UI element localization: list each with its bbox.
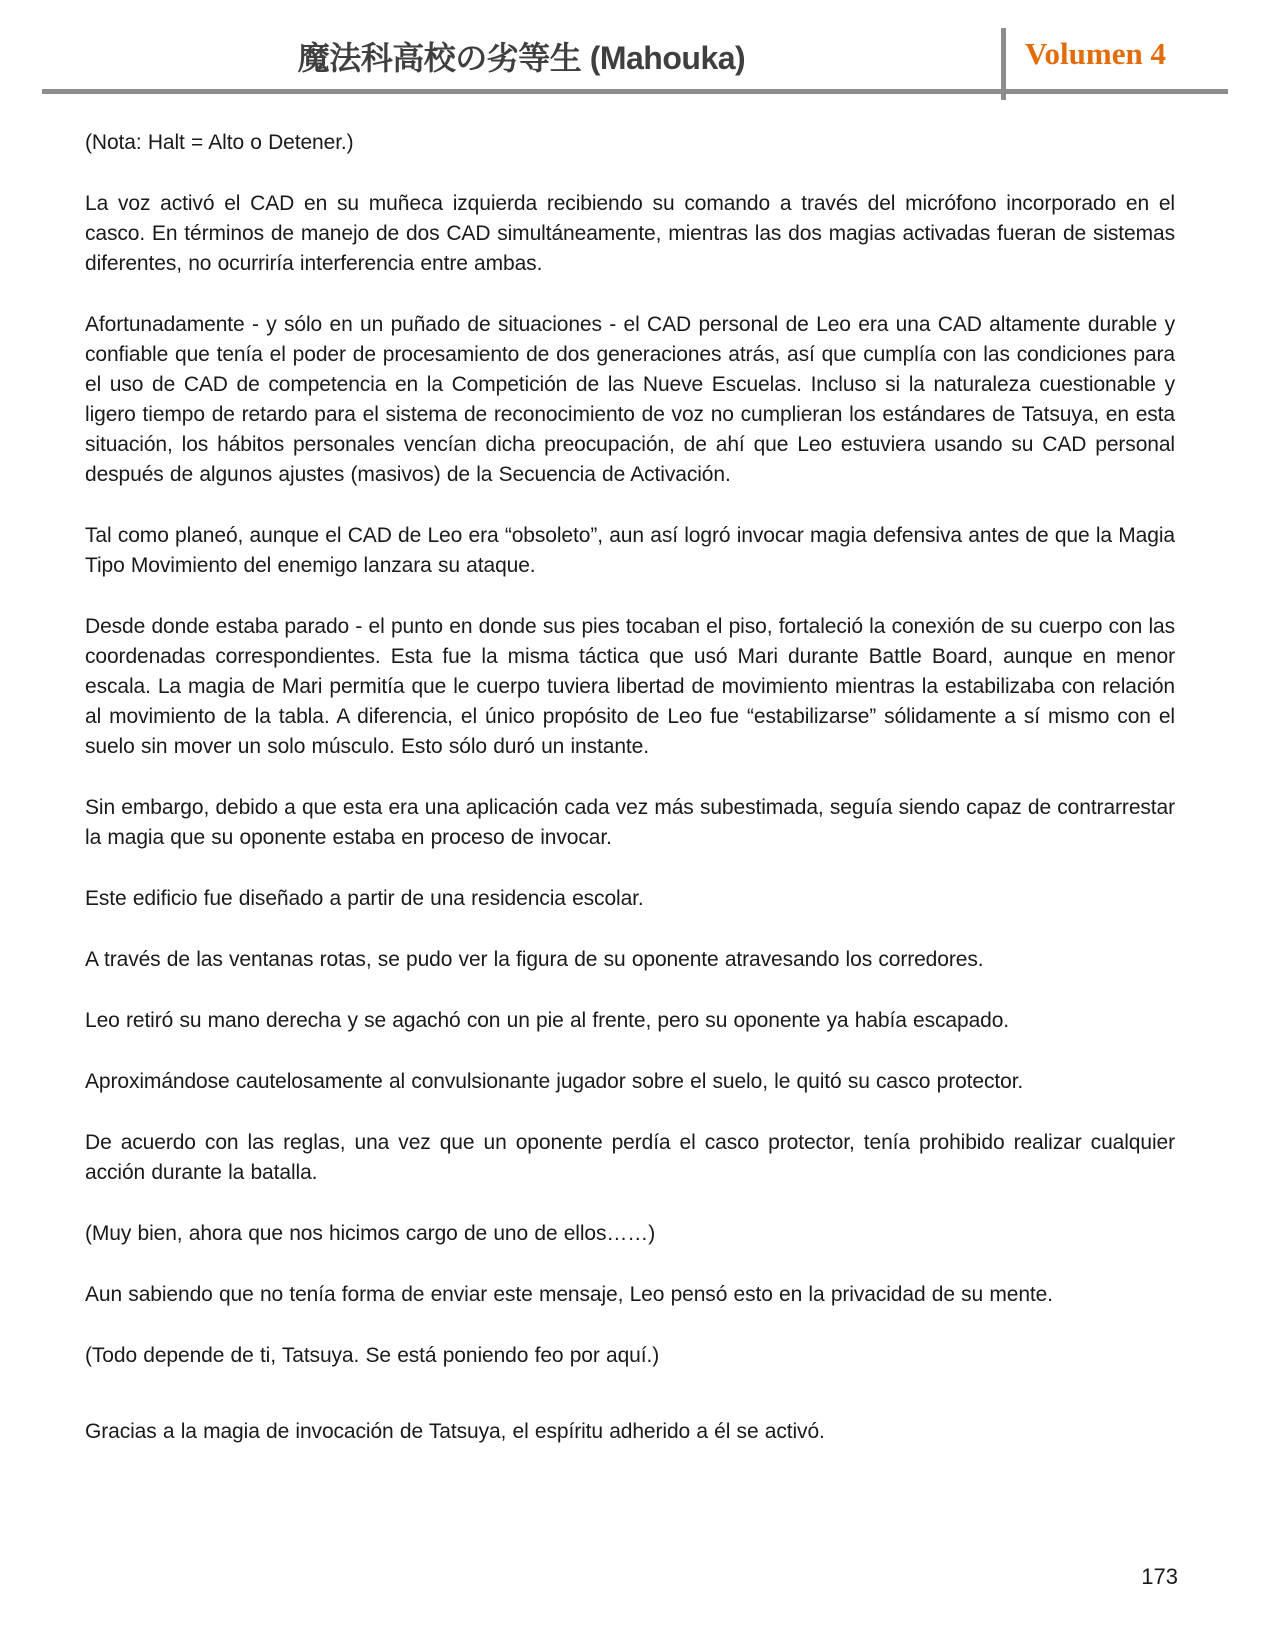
header-horizontal-rule bbox=[42, 89, 1228, 94]
paragraph: Sin embargo, debido a que esta era una aplicación cada vez más subestimada, seguía siendo capaz de contrarrestar la magia que su oponente estaba en proceso de invocar. bbox=[85, 796, 1175, 849]
page-body bbox=[85, 128, 1175, 1478]
paragraph: De acuerdo con las reglas, una vez que un oponente perdía el casco protector, tenía prohibido realizar cualquier acción durante la batalla. bbox=[85, 1131, 1175, 1184]
paragraph: Tal como planeó, aunque el CAD de Leo era “obsoleto”, aun así logró invocar magia defensiva antes de que la Magia Tipo Movimiento del enemigo lanzara su ataque. bbox=[85, 524, 1175, 577]
paragraph: Gracias a la magia de invocación de Tatsuya, el espíritu adherido a él se activó. bbox=[85, 1420, 825, 1443]
paragraph: (Nota: Halt = Alto o Detener.) bbox=[85, 131, 354, 154]
paragraph: Desde donde estaba parado - el punto en donde sus pies tocaban el piso, fortaleció la conexión de su cuerpo con las coordenadas correspondientes. Esta fue la misma táctica que usó Mari durante Battle Board, aunque en menor escala. La magia de Mari permitía que le cuerpo tuviera libertad de movimiento mientras la estabilizaba con relación al movimiento de la tabla. A diferencia, el único propósito de Leo fue “estabilizarse” sólidamente a sí mismo con el suelo sin mover un solo músculo. Esto sólo duró un instante. bbox=[85, 615, 1175, 758]
paragraph: Aun sabiendo que no tenía forma de enviar este mensaje, Leo pensó esto en la privacidad de su mente. bbox=[85, 1283, 1053, 1306]
volume-label: Volumen 4 bbox=[1025, 36, 1166, 71]
paragraph: Aproximándose cautelosamente al convulsionante jugador sobre el suelo, le quitó su casco protector. bbox=[85, 1070, 1024, 1093]
page-number: 173 bbox=[1141, 1564, 1178, 1589]
paragraph: La voz activó el CAD en su muñeca izquierda recibiendo su comando a través del micrófono incorporado en el casco. En términos de manejo de dos CAD simultáneamente, mientras las dos magias activadas fueran de sistemas diferentes, no ocurriría interferencia entre ambas. bbox=[85, 192, 1175, 275]
paragraph: A través de las ventanas rotas, se pudo ver la figura de su oponente atravesando los corredores. bbox=[85, 948, 984, 971]
document-title: 魔法科高校の劣等生 (Mahouka) bbox=[297, 40, 746, 76]
paragraph: (Muy bien, ahora que nos hicimos cargo de uno de ellos……) bbox=[85, 1222, 656, 1245]
paragraph: (Todo depende de ti, Tatsuya. Se está poniendo feo por aquí.) bbox=[85, 1344, 660, 1367]
paragraph: Afortunadamente - y sólo en un puñado de situaciones - el CAD personal de Leo era una CAD altamente durable y confiable que tenía el poder de procesamiento de dos generaciones atrás, así que cumplía con las condiciones para el uso de CAD de competencia en la Competición de las Nueve Escuelas. Incluso si la naturaleza cuestionable y ligero tiempo de retardo para el sistema de reconocimiento de voz no cumplieran los estándares de Tatsuya, en esta situación, los hábitos personales vencían dicha preocupación, de ahí que Leo estuviera usando su CAD personal después de algunos ajustes (masivos) de la Secuencia de Activación. bbox=[85, 313, 1175, 486]
paragraph: Este edificio fue diseñado a partir de una residencia escolar. bbox=[85, 887, 644, 910]
page-footer bbox=[0, 1563, 1178, 1591]
paragraph: Leo retiró su mano derecha y se agachó con un pie al frente, pero su oponente ya había escapado. bbox=[85, 1009, 1010, 1032]
